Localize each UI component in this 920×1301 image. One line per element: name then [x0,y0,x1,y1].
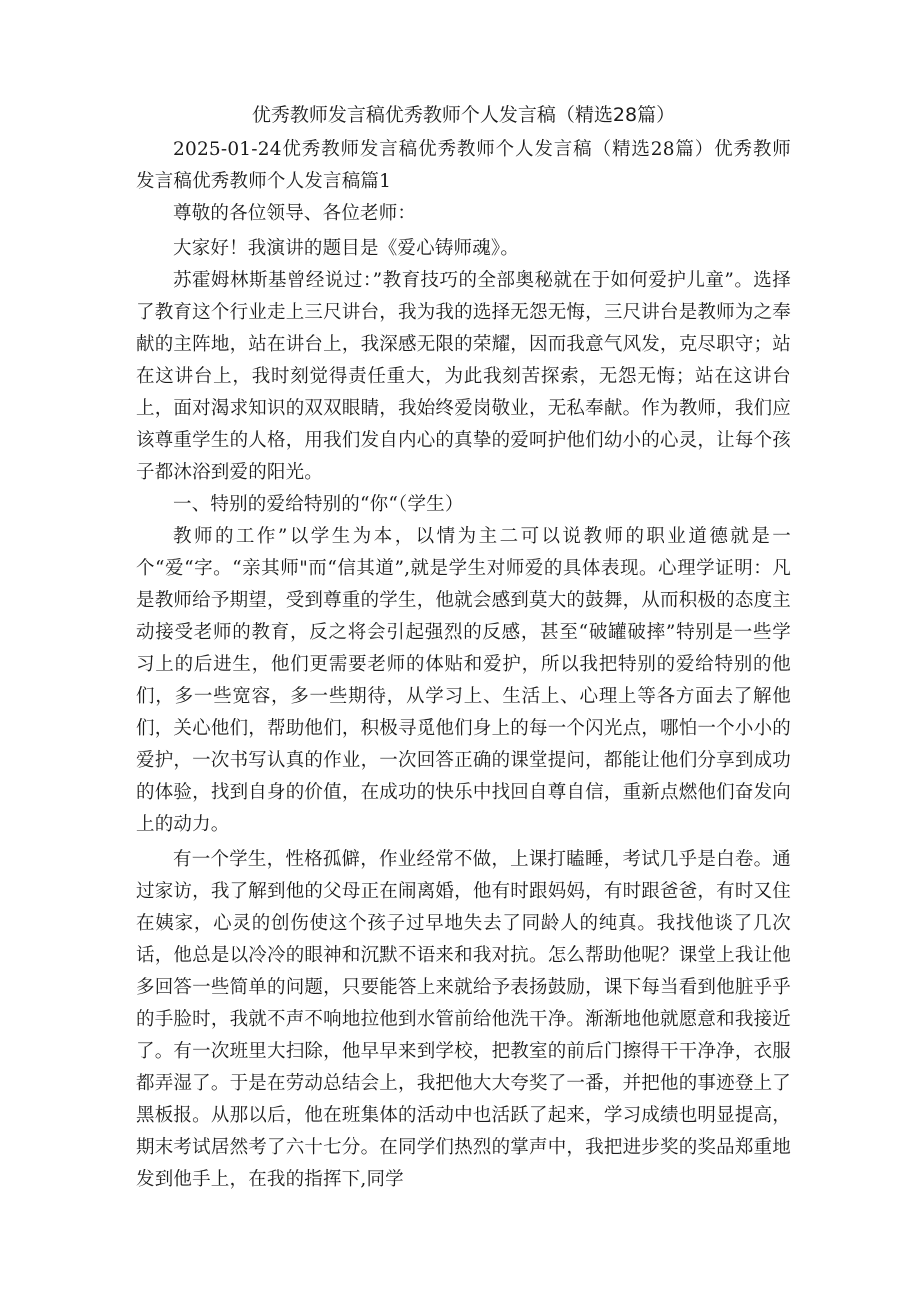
body-paragraph: 苏霍姆林斯基曾经说过：”教育技巧的全部奥秘就在于如何爱护儿童”。选择了教育这个行业走上三尺讲台，我为我的选择无怨无悔，三尺讲台是教师为之奉献的主阵地，站在讲台上，我深感无限的荣耀，因而我意气风发，克尽职守；站在这讲台上，我时刻觉得责任重大，为此我刻苦探索，无怨无悔；站在这讲台上，面对渴求知识的双双眼睛，我始终爱岗敬业，无私奉献。作为教师，我们应该尊重学生的人格，用我们发自内心的真挚的爱呵护他们幼小的心灵，让每个孩子都沐浴到爱的阳光。 [136,270,791,483]
date-heading-paragraph: 2025-01-24优秀教师发言稿优秀教师个人发言稿（精选28篇）优秀教师发言稿优秀教师个人发言稿篇1 [136,139,791,192]
body-paragraph: 有一个学生，性格孤僻，作业经常不做，上课打瞌睡，考试几乎是白卷。通过家访，我了解到他的父母正在闹离婚，他有时跟妈妈，有时跟爸爸，有时又住在姨家，心灵的创伤使这个孩子过早地失去了同龄人的纯真。我找他谈了几次话，他总是以冷冷的眼神和沉默不语来和我对抗。怎么帮助他呢？课堂上我让他多回答一些简单的问题，只要能答上来就给予表扬鼓励，课下每当看到他脏乎乎的手脸时，我就不声不响地拉他到水管前给他洗干净。渐渐地他就愿意和我接近了。有一次班里大扫除，他早早来到学校，把教室的前后门擦得干干净净，衣服都弄湿了。于是在劳动总结会上，我把他大大夸奖了一番，并把他的事迹登上了黑板报。从那以后，他在班集体的活动中也活跃了起来，学习成绩也明显提高，期末考试居然考了六十七分。在同学们热烈的掌声中，我把进步奖的奖品郑重地发到他手上，在我的指挥下,同学 [136,849,791,1190]
document-title: 优秀教师发言稿优秀教师个人发言稿（精选28篇） [251,104,676,126]
section-heading: 一、特别的爱给特别的“你“（学生） [173,494,464,515]
body-paragraph: 教师的工作”以学生为本，以情为主二可以说教师的职业道德就是一个“爱“字。“亲其师"而“信其道”,就是学生对师爱的具体表现。心理学证明：凡是教师给予期望，受到尊重的学生，他就会感到莫大的鼓舞，从而积极的态度主动接受老师的教育，反之将会引起强烈的反感，甚至“破罐破摔”特别是一些学习上的后进生，他们更需要老师的体贴和爱护，所以我把特别的爱给特别的他们，多一些宽容，多一些期待，从学习上、生活上、心理上等各方面去了解他们，关心他们，帮助他们，积极寻觅他们身上的每一个闪光点，哪怕一个小小的爱护，一次书写认真的作业，一次回答正确的课堂提问，都能让他们分享到成功的体验，找到自身的价值，在成功的快乐中找回自尊自信，重新点燃他们奋发向上的动力。 [136,526,791,835]
document-page [136,100,791,1196]
greeting-paragraph: 大家好！我演讲的题目是《爱心铸师魂》。 [173,238,520,259]
salutation-paragraph: 尊敬的各位领导、各位老师： [173,203,417,224]
